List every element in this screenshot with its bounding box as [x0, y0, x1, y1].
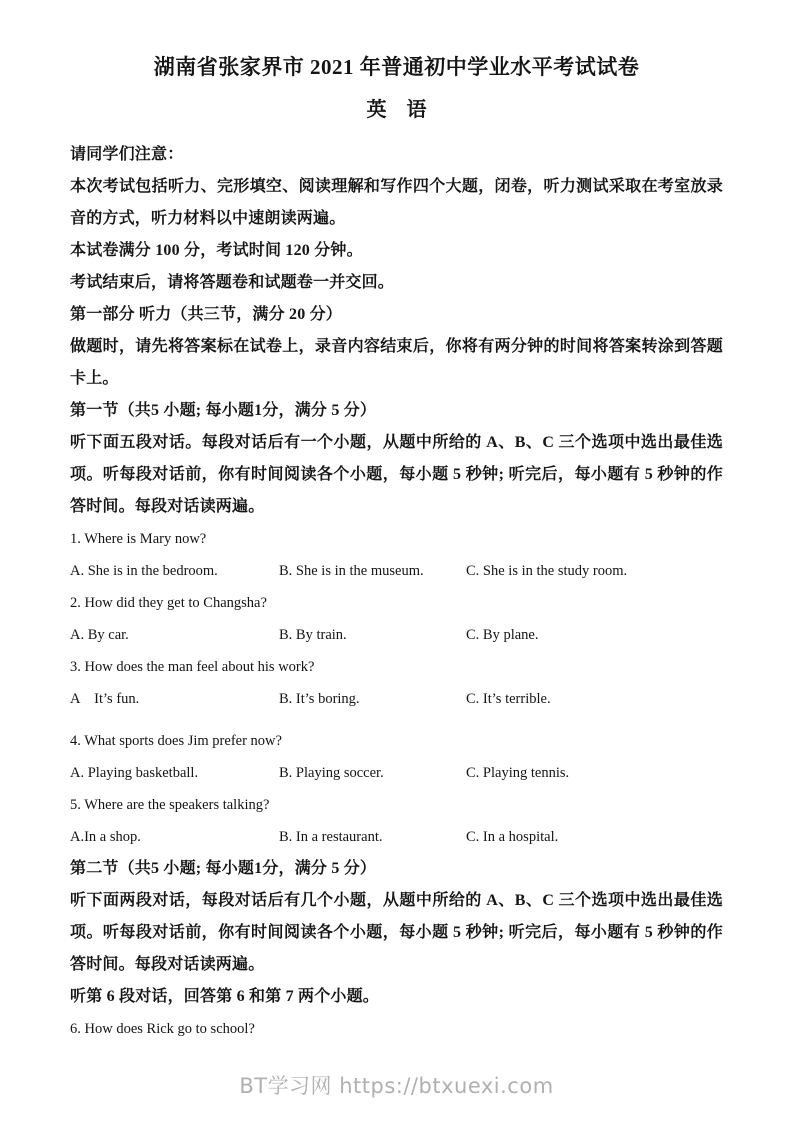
notice-score-time: 本试卷满分 100 分，考试时间 120 分钟。	[70, 242, 363, 259]
question-4	[70, 725, 723, 789]
notice-attention: 请同学们注意：	[70, 146, 184, 163]
section2-dialog6-note: 听第 6 段对话，回答第 6 和第 7 两个小题。	[70, 988, 380, 1005]
question-1	[70, 523, 723, 587]
question-3-options	[70, 683, 723, 715]
question-2-option-b: B. By train.	[279, 627, 347, 643]
question-2-options	[70, 619, 723, 651]
section2-heading: 第二节（共5 小题; 每小题1分，满分 5 分）	[70, 860, 377, 877]
question-3-option-b: B. It’s boring.	[279, 691, 360, 707]
question-2-option-c: C. By plane.	[466, 627, 539, 643]
watermark: BT学习网 https://btxuexi.com	[239, 1074, 554, 1098]
question-1-option-b: B. She is in the museum.	[279, 563, 424, 579]
question-5	[70, 789, 723, 853]
page-title: 湖南省张家界市 2021 年普通初中学业水平考试试卷	[153, 55, 640, 79]
question-1-options	[70, 555, 723, 587]
notice-scope: 本次考试包括听力、完形填空、阅读理解和写作四个大题，闭卷，听力测试采取在考室放录音的方式，听力材料以中速朗读两遍。	[70, 178, 723, 227]
question-2-option-a: A. By car.	[70, 627, 129, 643]
part1-instruction: 做题时，请先将答案标在试卷上，录音内容结束后，你将有两分钟的时间将答案转涂到答题卡上。	[70, 338, 723, 387]
question-5-options	[70, 821, 723, 853]
question-3-option-c: C. It’s terrible.	[466, 691, 551, 707]
question-3-text: 3. How does the man feel about his work?	[70, 659, 315, 675]
question-2-text: 2. How did they get to Changsha?	[70, 595, 267, 611]
exam-content	[70, 139, 723, 1045]
question-5-text: 5. Where are the speakers talking?	[70, 797, 270, 813]
section1-heading: 第一节（共5 小题; 每小题1分，满分 5 分）	[70, 402, 377, 419]
question-1-option-c: C. She is in the study room.	[466, 563, 628, 579]
question-2	[70, 587, 723, 651]
question-1-option-a: A. She is in the bedroom.	[70, 563, 218, 579]
section1-instruction: 听下面五段对话。每段对话后有一个小题，从题中所给的 A、B、C 三个选项中选出最佳选项。听每段对话前，你有时间阅读各个小题，每小题 5 秒钟; 听完后，每小题有 5 秒钟的作答时间。每段对话读两遍。	[70, 434, 723, 515]
question-6-text: 6. How does Rick go to school?	[70, 1021, 255, 1037]
part1-heading: 第一部分 听力（共三节，满分 20 分）	[70, 306, 343, 323]
question-3	[70, 651, 723, 715]
question-4-text: 4. What sports does Jim prefer now?	[70, 733, 282, 749]
question-4-option-c: C. Playing tennis.	[466, 765, 570, 781]
question-4-option-a: A. Playing basketball.	[70, 765, 199, 781]
question-4-options	[70, 757, 723, 789]
question-5-option-a: A.In a shop.	[70, 829, 141, 845]
subject-title: 英 语	[366, 99, 427, 121]
question-3-option-a: A It’s fun.	[70, 691, 140, 707]
section2-instruction: 听下面两段对话，每段对话后有几个小题，从题中所给的 A、B、C 三个选项中选出最佳选项。听每段对话前，你有时间阅读各个小题，每小题 5 秒钟; 听完后，每小题有 5 秒钟的作答时间。每段对话读两遍。	[70, 892, 723, 973]
question-5-option-b: B. In a restaurant.	[279, 829, 383, 845]
question-4-option-b: B. Playing soccer.	[279, 765, 384, 781]
question-5-option-c: C. In a hospital.	[466, 829, 559, 845]
notice-return: 考试结束后，请将答题卷和试题卷一并交回。	[70, 274, 395, 291]
question-1-text: 1. Where is Mary now?	[70, 531, 207, 547]
